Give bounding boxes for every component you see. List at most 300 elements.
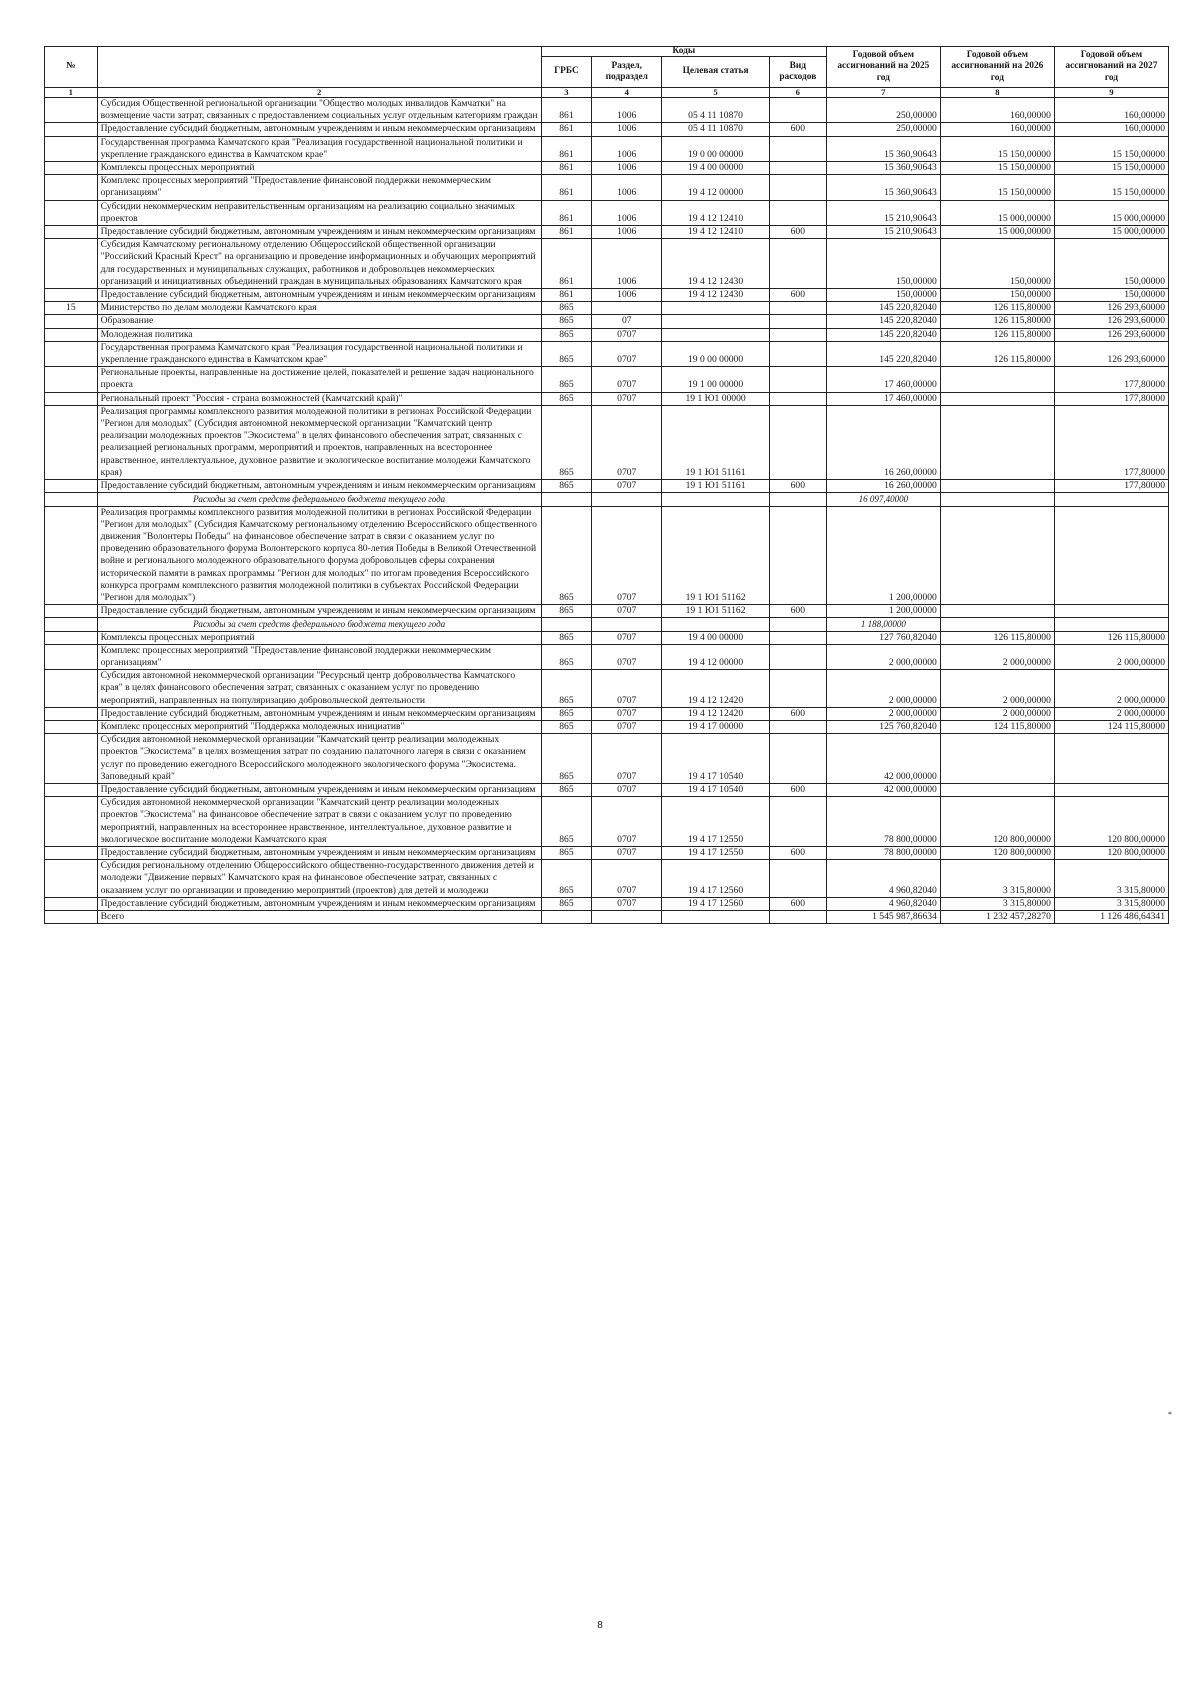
row-grbs: 861 bbox=[541, 136, 591, 161]
row-section bbox=[592, 493, 662, 506]
row-2027: 3 315,80000 bbox=[1054, 860, 1168, 898]
row-2025: 15 210,90643 bbox=[826, 200, 940, 225]
table-row bbox=[45, 644, 1169, 669]
table-row bbox=[45, 200, 1169, 225]
row-target bbox=[662, 328, 769, 341]
row-target: 19 4 17 10540 bbox=[662, 783, 769, 796]
table-row bbox=[45, 720, 1169, 733]
row-2025: 145 220,82040 bbox=[826, 315, 940, 328]
row-2025: 16 097,40000 bbox=[826, 493, 940, 506]
row-2025: 15 210,90643 bbox=[826, 226, 940, 239]
row-2025: 42 000,00000 bbox=[826, 734, 940, 784]
row-2027: 126 293,60000 bbox=[1054, 328, 1168, 341]
row-grbs: 865 bbox=[541, 860, 591, 898]
row-name: Комплекс процессных мероприятий "Предоставление финансовой поддержки некоммерческим организациям" bbox=[97, 644, 541, 669]
row-number bbox=[45, 720, 98, 733]
row-type: 600 bbox=[769, 707, 826, 720]
row-2025: 145 220,82040 bbox=[826, 328, 940, 341]
row-grbs: 861 bbox=[541, 175, 591, 200]
row-2025: 42 000,00000 bbox=[826, 783, 940, 796]
row-name: Субсидия автономной некоммерческой организации "Ресурсный центр добровольчества Камчатского края" в целях финансового обеспечения затрат, связанных с оказанием услуг по проведению мероприятий, направленных на популяризацию добровольческой деятельности bbox=[97, 670, 541, 708]
row-grbs: 865 bbox=[541, 392, 591, 405]
row-name: Субсидия автономной некоммерческой организации "Камчатский центр реализации молодежных проектов "Экосистема" в целях возмещения затрат по созданию палаточного лагеря в связи с оказанием услуг по проведению ежегодного Всероссийского молодежного экологического форума "Экосистема. Заповедный край" bbox=[97, 734, 541, 784]
row-name: Расходы за счет средств федерального бюджета текущего года bbox=[97, 618, 541, 631]
row-2027 bbox=[1054, 734, 1168, 784]
column-index: 2 bbox=[97, 88, 541, 98]
row-type bbox=[769, 341, 826, 366]
row-type bbox=[769, 136, 826, 161]
row-target: 19 4 17 10540 bbox=[662, 734, 769, 784]
table-row bbox=[45, 315, 1169, 328]
row-grbs: 865 bbox=[541, 707, 591, 720]
row-number bbox=[45, 734, 98, 784]
row-2026: 1 232 457,28270 bbox=[940, 911, 1054, 924]
row-number bbox=[45, 405, 98, 479]
table-row bbox=[45, 506, 1169, 605]
row-grbs: 865 bbox=[541, 846, 591, 859]
row-2027: 120 800,00000 bbox=[1054, 797, 1168, 847]
row-number bbox=[45, 846, 98, 859]
table-row bbox=[45, 302, 1169, 315]
row-section: 1006 bbox=[592, 175, 662, 200]
col-header-codes: Коды bbox=[541, 47, 826, 57]
table-row bbox=[45, 480, 1169, 493]
row-number bbox=[45, 618, 98, 631]
row-2026: 126 115,80000 bbox=[940, 341, 1054, 366]
row-section: 0707 bbox=[592, 506, 662, 605]
row-number bbox=[45, 162, 98, 175]
column-index: 3 bbox=[541, 88, 591, 98]
row-2027: 15 150,00000 bbox=[1054, 162, 1168, 175]
row-grbs: 861 bbox=[541, 289, 591, 302]
col-header-grbs: ГРБС bbox=[541, 57, 591, 88]
row-grbs: 865 bbox=[541, 302, 591, 315]
row-2027: 177,80000 bbox=[1054, 480, 1168, 493]
margin-mark: * bbox=[1168, 1410, 1172, 1419]
row-name: Предоставление субсидий бюджетным, автономным учреждениям и иным некоммерческим организациям bbox=[97, 123, 541, 136]
row-type bbox=[769, 162, 826, 175]
row-2026: 126 115,80000 bbox=[940, 328, 1054, 341]
row-section: 0707 bbox=[592, 783, 662, 796]
table-row bbox=[45, 123, 1169, 136]
row-target: 19 4 12 00000 bbox=[662, 644, 769, 669]
row-grbs: 865 bbox=[541, 631, 591, 644]
row-2025: 145 220,82040 bbox=[826, 302, 940, 315]
row-2026: 3 315,80000 bbox=[940, 860, 1054, 898]
row-2027: 177,80000 bbox=[1054, 392, 1168, 405]
row-type bbox=[769, 670, 826, 708]
row-2026: 15 000,00000 bbox=[940, 200, 1054, 225]
row-name: Министерство по делам молодежи Камчатского края bbox=[97, 302, 541, 315]
table-row bbox=[45, 631, 1169, 644]
row-section: 1006 bbox=[592, 136, 662, 161]
row-2026: 15 150,00000 bbox=[940, 162, 1054, 175]
row-name: Государственная программа Камчатского края "Реализация государственной национальной политики и укрепление гражданского единства в Камчатском крае" bbox=[97, 341, 541, 366]
row-2026: 160,00000 bbox=[940, 98, 1054, 123]
row-2026 bbox=[940, 783, 1054, 796]
row-2026 bbox=[940, 480, 1054, 493]
row-name: Предоставление субсидий бюджетным, автономным учреждениям и иным некоммерческим организациям bbox=[97, 783, 541, 796]
row-target: 19 4 12 12430 bbox=[662, 289, 769, 302]
row-section: 0707 bbox=[592, 846, 662, 859]
row-2026: 2 000,00000 bbox=[940, 707, 1054, 720]
row-name: Предоставление субсидий бюджетным, автономным учреждениям и иным некоммерческим организациям bbox=[97, 897, 541, 910]
row-number bbox=[45, 493, 98, 506]
row-grbs bbox=[541, 618, 591, 631]
row-2027: 177,80000 bbox=[1054, 405, 1168, 479]
row-name: Предоставление субсидий бюджетным, автономным учреждениям и иным некоммерческим организациям bbox=[97, 605, 541, 618]
row-grbs: 861 bbox=[541, 239, 591, 289]
row-number bbox=[45, 123, 98, 136]
row-name: Субсидия автономной некоммерческой организации "Камчатский центр реализации молодежных проектов "Экосистема" на финансовое обеспечение затрат в связи с оказанием услуг по проведению мероприятий, направленных на всестороннее нравственное, интеллектуальное, духовное развитие и экологическое воспитание молодежи Камчатского края bbox=[97, 797, 541, 847]
row-section: 1006 bbox=[592, 200, 662, 225]
row-2026: 2 000,00000 bbox=[940, 670, 1054, 708]
row-2026 bbox=[940, 605, 1054, 618]
row-section: 0707 bbox=[592, 860, 662, 898]
row-2025: 1 188,00000 bbox=[826, 618, 940, 631]
row-target: 19 0 00 00000 bbox=[662, 341, 769, 366]
col-header-name bbox=[97, 47, 541, 88]
row-number: 15 bbox=[45, 302, 98, 315]
row-section: 0707 bbox=[592, 405, 662, 479]
column-index: 7 bbox=[826, 88, 940, 98]
table-row bbox=[45, 783, 1169, 796]
row-name: Комплексы процессных мероприятий bbox=[97, 631, 541, 644]
row-section: 0707 bbox=[592, 480, 662, 493]
table-row bbox=[45, 226, 1169, 239]
row-section: 0707 bbox=[592, 367, 662, 392]
row-target: 19 1 00 00000 bbox=[662, 367, 769, 392]
row-2027: 1 126 486,64341 bbox=[1054, 911, 1168, 924]
row-type bbox=[769, 644, 826, 669]
table-row bbox=[45, 239, 1169, 289]
row-target bbox=[662, 302, 769, 315]
row-type bbox=[769, 734, 826, 784]
row-section: 1006 bbox=[592, 239, 662, 289]
row-2026: 15 150,00000 bbox=[940, 136, 1054, 161]
row-number bbox=[45, 289, 98, 302]
table-row bbox=[45, 98, 1169, 123]
row-2026: 126 115,80000 bbox=[940, 315, 1054, 328]
col-header-2025: Годовой объем ассигнований на 2025 год bbox=[826, 47, 940, 88]
row-2027 bbox=[1054, 506, 1168, 605]
row-2027: 15 000,00000 bbox=[1054, 200, 1168, 225]
row-grbs: 865 bbox=[541, 644, 591, 669]
col-header-target: Целевая статья bbox=[662, 57, 769, 88]
row-2027 bbox=[1054, 783, 1168, 796]
row-target: 19 1 Ю1 51161 bbox=[662, 480, 769, 493]
row-section: 1006 bbox=[592, 123, 662, 136]
row-2026: 120 800,00000 bbox=[940, 797, 1054, 847]
table-row bbox=[45, 670, 1169, 708]
row-2025: 150,00000 bbox=[826, 289, 940, 302]
column-index: 6 bbox=[769, 88, 826, 98]
row-2026: 150,00000 bbox=[940, 289, 1054, 302]
row-section: 0707 bbox=[592, 670, 662, 708]
row-number bbox=[45, 631, 98, 644]
row-section bbox=[592, 911, 662, 924]
column-index: 5 bbox=[662, 88, 769, 98]
row-grbs: 865 bbox=[541, 734, 591, 784]
page-number: 8 bbox=[597, 1620, 603, 1631]
row-2026 bbox=[940, 405, 1054, 479]
row-name: Государственная программа Камчатского края "Реализация государственной национальной политики и укрепление гражданского единства в Камчатском крае" bbox=[97, 136, 541, 161]
row-name: Реализация программы комплексного развития молодежной политики в регионах Российской Федерации "Регион для молодых" (Субсидия автономной некоммерческой организации "Камчатский центр реализации молодежных проектов "Экосистема" в целях финансового обеспечения затрат, связанных с реализацией региональных программ, мероприятий и проектов, направленных на всестороннее нравственное, интеллектуальное, духовное развитие и экологическое воспитание молодежи Камчатского края) bbox=[97, 405, 541, 479]
row-number bbox=[45, 605, 98, 618]
row-grbs: 861 bbox=[541, 98, 591, 123]
row-2025: 78 800,00000 bbox=[826, 846, 940, 859]
row-2027: 126 293,60000 bbox=[1054, 302, 1168, 315]
row-number bbox=[45, 328, 98, 341]
row-2027: 150,00000 bbox=[1054, 239, 1168, 289]
row-type: 600 bbox=[769, 289, 826, 302]
row-2025: 78 800,00000 bbox=[826, 797, 940, 847]
row-section: 0707 bbox=[592, 734, 662, 784]
row-type bbox=[769, 720, 826, 733]
row-target: 19 1 Ю1 00000 bbox=[662, 392, 769, 405]
row-grbs: 865 bbox=[541, 405, 591, 479]
row-section: 0707 bbox=[592, 631, 662, 644]
col-header-type: Вид расходов bbox=[769, 57, 826, 88]
row-target bbox=[662, 911, 769, 924]
row-target: 19 4 00 00000 bbox=[662, 631, 769, 644]
table-row bbox=[45, 328, 1169, 341]
row-target: 19 4 17 00000 bbox=[662, 720, 769, 733]
row-2027: 120 800,00000 bbox=[1054, 846, 1168, 859]
row-2027: 2 000,00000 bbox=[1054, 644, 1168, 669]
row-target: 19 1 Ю1 51161 bbox=[662, 405, 769, 479]
column-index: 9 bbox=[1054, 88, 1168, 98]
row-2026: 15 150,00000 bbox=[940, 175, 1054, 200]
row-target bbox=[662, 618, 769, 631]
row-name: Предоставление субсидий бюджетным, автономным учреждениям и иным некоммерческим организациям bbox=[97, 707, 541, 720]
row-number bbox=[45, 860, 98, 898]
row-2025: 2 000,00000 bbox=[826, 644, 940, 669]
row-grbs bbox=[541, 493, 591, 506]
row-grbs: 865 bbox=[541, 341, 591, 366]
row-section: 1006 bbox=[592, 226, 662, 239]
row-name: Образование bbox=[97, 315, 541, 328]
row-2026 bbox=[940, 493, 1054, 506]
row-target bbox=[662, 493, 769, 506]
column-index: 8 bbox=[940, 88, 1054, 98]
row-number bbox=[45, 367, 98, 392]
row-2027: 160,00000 bbox=[1054, 123, 1168, 136]
row-2027: 126 115,80000 bbox=[1054, 631, 1168, 644]
row-grbs: 865 bbox=[541, 783, 591, 796]
row-2026: 15 000,00000 bbox=[940, 226, 1054, 239]
column-index: 4 bbox=[592, 88, 662, 98]
row-name: Региональные проекты, направленные на достижение целей, показателей и решение задач национального проекта bbox=[97, 367, 541, 392]
row-2026 bbox=[940, 506, 1054, 605]
row-type bbox=[769, 860, 826, 898]
row-number bbox=[45, 341, 98, 366]
row-number bbox=[45, 783, 98, 796]
row-section: 1006 bbox=[592, 289, 662, 302]
row-target: 19 4 17 12550 bbox=[662, 797, 769, 847]
row-section: 0707 bbox=[592, 797, 662, 847]
row-number bbox=[45, 897, 98, 910]
row-type bbox=[769, 797, 826, 847]
row-2026: 150,00000 bbox=[940, 239, 1054, 289]
row-type bbox=[769, 506, 826, 605]
row-2027: 2 000,00000 bbox=[1054, 707, 1168, 720]
row-number bbox=[45, 315, 98, 328]
row-2025: 145 220,82040 bbox=[826, 341, 940, 366]
table-row bbox=[45, 392, 1169, 405]
row-2025: 125 760,82040 bbox=[826, 720, 940, 733]
row-target: 05 4 11 10870 bbox=[662, 123, 769, 136]
column-index: 1 bbox=[45, 88, 98, 98]
row-2027: 126 293,60000 bbox=[1054, 341, 1168, 366]
row-2027: 15 150,00000 bbox=[1054, 136, 1168, 161]
row-section bbox=[592, 618, 662, 631]
row-grbs: 861 bbox=[541, 200, 591, 225]
row-target: 19 1 Ю1 51162 bbox=[662, 605, 769, 618]
row-grbs: 865 bbox=[541, 328, 591, 341]
row-type bbox=[769, 392, 826, 405]
table-row bbox=[45, 605, 1169, 618]
row-number bbox=[45, 98, 98, 123]
row-section: 0707 bbox=[592, 720, 662, 733]
row-2025: 2 000,00000 bbox=[826, 670, 940, 708]
table-row bbox=[45, 405, 1169, 479]
row-number bbox=[45, 644, 98, 669]
row-type bbox=[769, 302, 826, 315]
row-2027: 15 150,00000 bbox=[1054, 175, 1168, 200]
table-row bbox=[45, 911, 1169, 924]
row-target bbox=[662, 315, 769, 328]
row-2025: 2 000,00000 bbox=[826, 707, 940, 720]
row-section: 0707 bbox=[592, 328, 662, 341]
row-name: Предоставление субсидий бюджетным, автономным учреждениям и иным некоммерческим организациям bbox=[97, 480, 541, 493]
table-row bbox=[45, 289, 1169, 302]
row-name: Комплекс процессных мероприятий "Предоставление финансовой поддержки некоммерческим организациям" bbox=[97, 175, 541, 200]
row-2026: 120 800,00000 bbox=[940, 846, 1054, 859]
row-target: 19 4 17 12550 bbox=[662, 846, 769, 859]
row-2026: 2 000,00000 bbox=[940, 644, 1054, 669]
row-number bbox=[45, 226, 98, 239]
row-name: Субсидия Камчатскому региональному отделению Общероссийской общественной организации "Российский Красный Крест" на организацию и проведение информационных и обучающих мероприятий для государственных и муниципальных служащих, работников и добровольцев некоммерческих организаций и инициативных объединений граждан в муниципальных образованиях Камчатского края bbox=[97, 239, 541, 289]
row-type: 600 bbox=[769, 123, 826, 136]
row-2026 bbox=[940, 367, 1054, 392]
table-row bbox=[45, 341, 1169, 366]
table-row bbox=[45, 707, 1169, 720]
row-target: 19 4 12 00000 bbox=[662, 175, 769, 200]
row-number bbox=[45, 707, 98, 720]
row-grbs: 865 bbox=[541, 367, 591, 392]
row-name: Расходы за счет средств федерального бюджета текущего года bbox=[97, 493, 541, 506]
row-type bbox=[769, 98, 826, 123]
table-row bbox=[45, 897, 1169, 910]
row-number bbox=[45, 239, 98, 289]
row-grbs: 865 bbox=[541, 605, 591, 618]
federal-budget-row bbox=[45, 618, 1169, 631]
row-2025: 15 360,90643 bbox=[826, 162, 940, 175]
row-2025: 250,00000 bbox=[826, 98, 940, 123]
row-grbs bbox=[541, 911, 591, 924]
row-target: 05 4 11 10870 bbox=[662, 98, 769, 123]
row-2025: 17 460,00000 bbox=[826, 367, 940, 392]
federal-budget-row bbox=[45, 493, 1169, 506]
table-row bbox=[45, 175, 1169, 200]
row-type bbox=[769, 239, 826, 289]
row-2027 bbox=[1054, 493, 1168, 506]
row-2026 bbox=[940, 618, 1054, 631]
row-2027: 177,80000 bbox=[1054, 367, 1168, 392]
row-type: 600 bbox=[769, 605, 826, 618]
row-grbs: 865 bbox=[541, 506, 591, 605]
row-2025: 16 260,00000 bbox=[826, 480, 940, 493]
table-row bbox=[45, 162, 1169, 175]
row-2026: 160,00000 bbox=[940, 123, 1054, 136]
table-row bbox=[45, 846, 1169, 859]
row-2027: 15 000,00000 bbox=[1054, 226, 1168, 239]
row-target: 19 4 12 12410 bbox=[662, 226, 769, 239]
row-target: 19 4 12 12430 bbox=[662, 239, 769, 289]
row-2026: 126 115,80000 bbox=[940, 302, 1054, 315]
row-2026 bbox=[940, 392, 1054, 405]
row-2025: 17 460,00000 bbox=[826, 392, 940, 405]
row-type: 600 bbox=[769, 480, 826, 493]
row-name: Всего bbox=[97, 911, 541, 924]
row-2027 bbox=[1054, 605, 1168, 618]
row-2026: 126 115,80000 bbox=[940, 631, 1054, 644]
row-grbs: 865 bbox=[541, 897, 591, 910]
row-grbs: 865 bbox=[541, 720, 591, 733]
table-row bbox=[45, 734, 1169, 784]
table-row bbox=[45, 136, 1169, 161]
row-grbs: 865 bbox=[541, 480, 591, 493]
row-name: Субсидия региональному отделению Общероссийского общественно-государственного движения детей и молодежи "Движение первых" Камчатского края на финансовое обеспечение затрат, связанных с оказанием услуг по организации и проведению мероприятий (проектов) для детей и молодежи bbox=[97, 860, 541, 898]
row-2027: 3 315,80000 bbox=[1054, 897, 1168, 910]
row-type: 600 bbox=[769, 846, 826, 859]
row-name: Комплекс процессных мероприятий "Поддержка молодежных инициатив" bbox=[97, 720, 541, 733]
row-section: 07 bbox=[592, 315, 662, 328]
col-header-num: № bbox=[45, 47, 98, 88]
row-name: Молодежная политика bbox=[97, 328, 541, 341]
col-header-2027: Годовой объем ассигнований на 2027 год bbox=[1054, 47, 1168, 88]
row-2025: 150,00000 bbox=[826, 239, 940, 289]
row-name: Предоставление субсидий бюджетным, автономным учреждениям и иным некоммерческим организациям bbox=[97, 289, 541, 302]
row-section bbox=[592, 302, 662, 315]
table-row bbox=[45, 367, 1169, 392]
row-2025: 16 260,00000 bbox=[826, 405, 940, 479]
row-target: 19 4 12 12420 bbox=[662, 707, 769, 720]
row-2027 bbox=[1054, 618, 1168, 631]
row-2027: 2 000,00000 bbox=[1054, 670, 1168, 708]
row-name: Предоставление субсидий бюджетным, автономным учреждениям и иным некоммерческим организациям bbox=[97, 226, 541, 239]
row-target: 19 1 Ю1 51162 bbox=[662, 506, 769, 605]
row-type bbox=[769, 631, 826, 644]
row-name: Реализация программы комплексного развития молодежной политики в регионах Российской Федерации "Регион для молодых" (Субсидия Камчатскому региональному отделению Всероссийского общественного движения "Волонтеры Победы" на финансовое обеспечение затрат в связи с оказанием услуг по проведению образовательного форума Волонтерского корпуса 80-летия Победы в Великой Отечественной войне и регионального молодежного образовательного форума добровольцев сферы сохранения исторической памяти в рамках программы "Регион для молодых" по итогам проведения Всероссийского конкурса программ комплексного развития молодежной политики в субъектах Российской Федерации "Регион для молодых") bbox=[97, 506, 541, 605]
table-row bbox=[45, 860, 1169, 898]
row-section: 0707 bbox=[592, 392, 662, 405]
row-number bbox=[45, 911, 98, 924]
row-target: 19 4 12 12410 bbox=[662, 200, 769, 225]
row-number bbox=[45, 136, 98, 161]
row-target: 19 0 00 00000 bbox=[662, 136, 769, 161]
row-2025: 15 360,90643 bbox=[826, 175, 940, 200]
budget-table bbox=[44, 46, 1169, 924]
row-number bbox=[45, 480, 98, 493]
col-header-2026: Годовой объем ассигнований на 2026 год bbox=[940, 47, 1054, 88]
row-grbs: 865 bbox=[541, 670, 591, 708]
row-2025: 15 360,90643 bbox=[826, 136, 940, 161]
row-number bbox=[45, 175, 98, 200]
row-2025: 1 545 987,86634 bbox=[826, 911, 940, 924]
row-2027: 124 115,80000 bbox=[1054, 720, 1168, 733]
